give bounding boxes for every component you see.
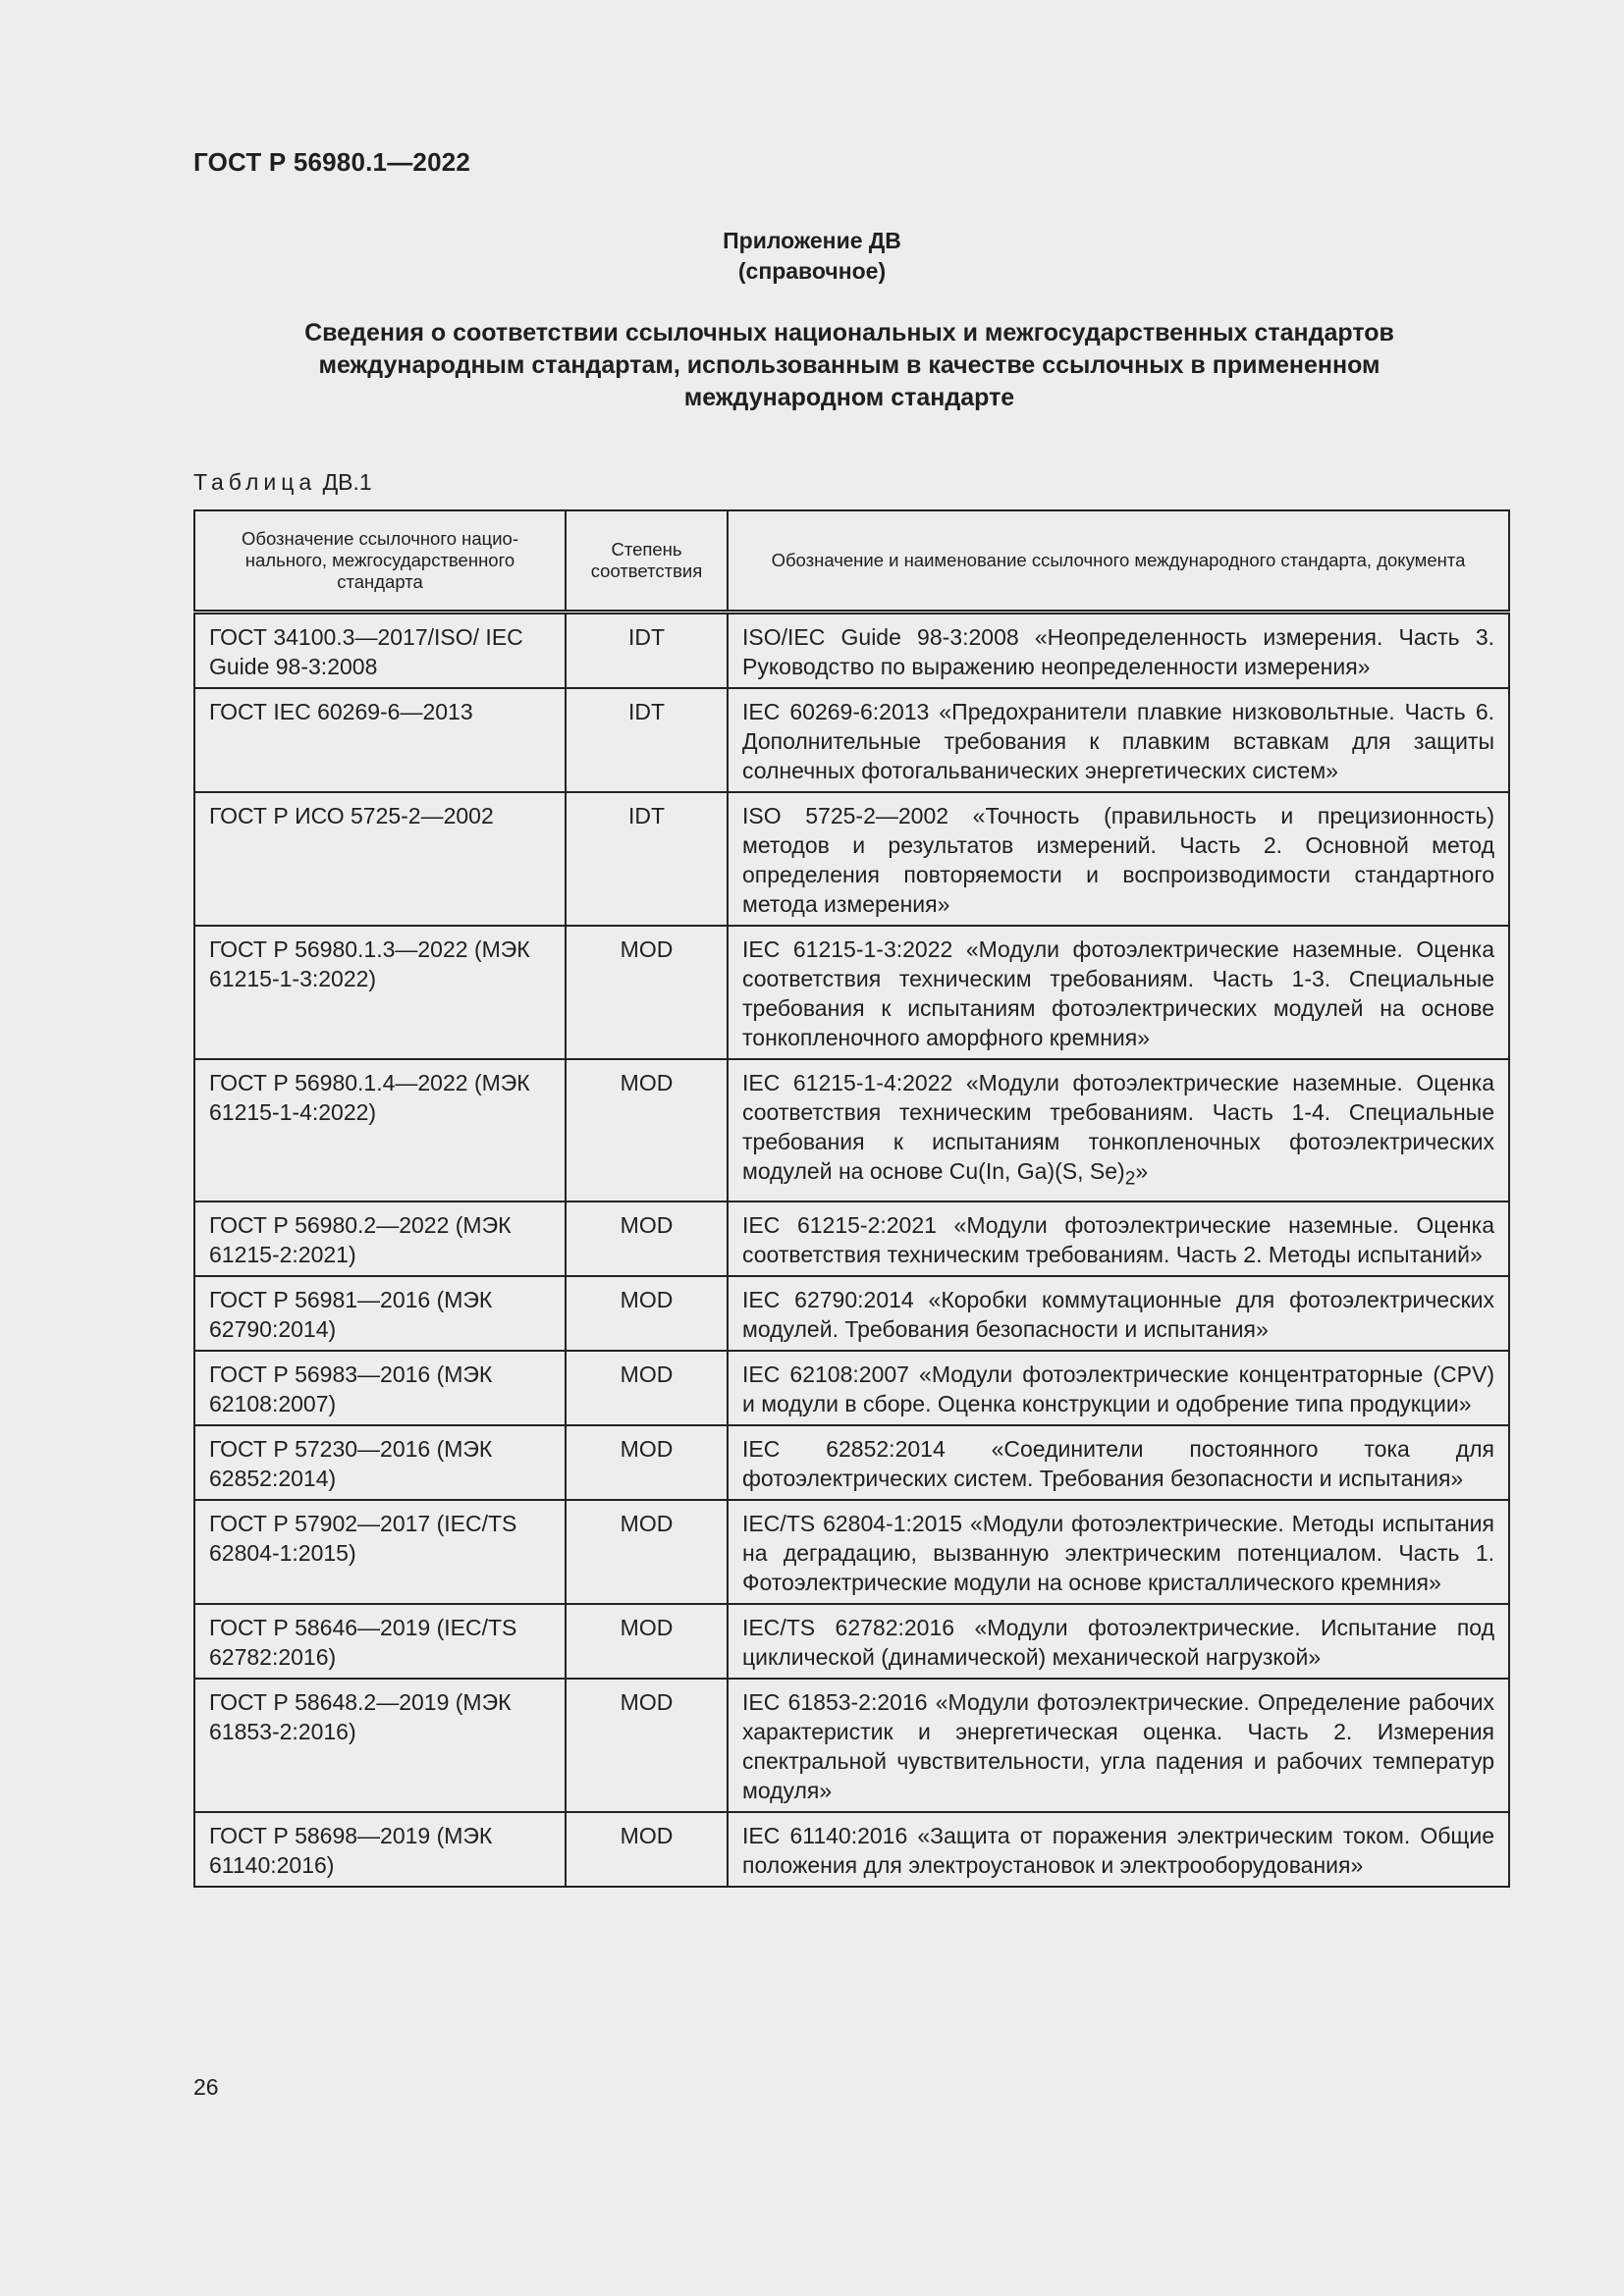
table-row [194, 1425, 1509, 1500]
cell-degree: MOD [566, 1276, 728, 1351]
appendix-label: Приложение ДВ [723, 228, 901, 253]
cell-national-standard: ГОСТ Р 56980.2—2022 (МЭК 61215-2:2021) [194, 1201, 566, 1276]
cell-international-standard [728, 926, 1509, 1059]
subscript-text: 2 [1124, 1168, 1136, 1190]
cell-national-standard: ГОСТ IEC 60269-6—2013 [194, 688, 566, 792]
table-row [194, 688, 1509, 792]
table-row [194, 926, 1509, 1059]
cell-national-standard: ГОСТ Р ИСО 5725-2—2002 [194, 792, 566, 926]
appendix-heading [0, 226, 1624, 287]
international-standard-text: IEC 61140:2016 «Защита от поражения электрическим током. Общие положения для электроустановок и электрооборудования» [742, 1822, 1494, 1878]
table-caption [193, 469, 372, 496]
international-standard-text: IEC/TS 62782:2016 «Модули фотоэлектрические. Испытание под циклической (динамической) механической нагрузкой» [742, 1614, 1494, 1670]
table-row [194, 1351, 1509, 1425]
cell-national-standard: ГОСТ Р 56980.1.3—2022 (МЭК 61215-1-3:2022) [194, 926, 566, 1059]
cell-international-standard [728, 1351, 1509, 1425]
table-caption-id: ДВ.1 [322, 469, 372, 495]
title-line: международном стандарте [683, 384, 1015, 411]
cell-national-standard: ГОСТ Р 56981—2016 (МЭК 62790:2014) [194, 1276, 566, 1351]
page-number: 26 [193, 2074, 219, 2100]
table-row [194, 1812, 1509, 1887]
cell-degree: IDT [566, 688, 728, 792]
international-standard-text: IEC 62108:2007 «Модули фотоэлектрические концентраторные (CPV) и модули в сборе. Оценка конструкции и одобрение типа продукции» [742, 1361, 1494, 1416]
cell-national-standard: ГОСТ Р 56980.1.4—2022 (МЭК 61215-1-4:2022) [194, 1059, 566, 1201]
document-code: ГОСТ Р 56980.1—2022 [193, 147, 471, 177]
international-standard-text: IEC 62790:2014 «Коробки коммутационные для фотоэлектрических модулей. Требования безопасности и испытания» [742, 1286, 1494, 1342]
cell-degree: MOD [566, 1351, 728, 1425]
table-header-row [194, 510, 1509, 613]
title-line: международным стандартам, использованным в качестве ссылочных в примененном [318, 351, 1380, 379]
cell-international-standard [728, 792, 1509, 926]
international-standard-text: IEC 61215-2:2021 «Модули фотоэлектрические наземные. Оценка соответствия техническим требованиям. Часть 2. Методы испытаний» [742, 1211, 1494, 1267]
table-row [194, 1276, 1509, 1351]
cell-international-standard [728, 1059, 1509, 1201]
cell-international-standard [728, 1425, 1509, 1500]
cell-international-standard [728, 1276, 1509, 1351]
international-standard-text: IEC 62852:2014 «Соединители постоянного тока для фотоэлектрических систем. Требования безопасности и испытания» [742, 1435, 1494, 1491]
table-caption-word: Таблица [193, 469, 317, 495]
cell-national-standard: ГОСТ Р 57230—2016 (МЭК 62852:2014) [194, 1425, 566, 1500]
section-title [196, 317, 1502, 414]
table-row [194, 1059, 1509, 1201]
cell-international-standard [728, 613, 1509, 689]
cell-international-standard [728, 688, 1509, 792]
cell-degree: MOD [566, 926, 728, 1059]
international-standard-text: ISO/IEC Guide 98-3:2008 «Неопределенность измерения. Часть 3. Руководство по выражению неопределенности измерения» [742, 624, 1494, 679]
table-row [194, 613, 1509, 689]
international-standard-text: IEC/TS 62804-1:2015 «Модули фотоэлектрические. Методы испытания на деградацию, вызванную электрическим потенциалом. Часть 1. Фотоэлектрические модули на основе кристаллического кремния» [742, 1510, 1494, 1595]
table-body [194, 613, 1509, 1887]
cell-national-standard: ГОСТ Р 58698—2019 (МЭК 61140:2016) [194, 1812, 566, 1887]
closing-quote: » [1135, 1158, 1149, 1184]
cell-degree: IDT [566, 792, 728, 926]
table-row [194, 1604, 1509, 1679]
correspondence-table [193, 509, 1510, 1888]
cell-degree: MOD [566, 1059, 728, 1201]
cell-international-standard [728, 1679, 1509, 1812]
cell-degree: MOD [566, 1812, 728, 1887]
cell-national-standard: ГОСТ Р 58646—2019 (IEC/TS 62782:2016) [194, 1604, 566, 1679]
title-line: Сведения о соответствии ссылочных национальных и межгосударственных стандартов [304, 319, 1394, 347]
table-row [194, 1679, 1509, 1812]
table-row [194, 1500, 1509, 1604]
cell-degree: MOD [566, 1679, 728, 1812]
table-row [194, 792, 1509, 926]
cell-international-standard [728, 1201, 1509, 1276]
header-degree: Степень соответствия [566, 510, 728, 613]
cell-degree: MOD [566, 1425, 728, 1500]
cell-international-standard [728, 1812, 1509, 1887]
cell-degree: MOD [566, 1500, 728, 1604]
cell-national-standard: ГОСТ Р 57902—2017 (IEC/TS 62804-1:2015) [194, 1500, 566, 1604]
cell-degree: IDT [566, 613, 728, 689]
cell-degree: MOD [566, 1604, 728, 1679]
cell-international-standard [728, 1604, 1509, 1679]
international-standard-text: IEC 61215-1-3:2022 «Модули фотоэлектрические наземные. Оценка соответствия техническим требованиям. Часть 1-3. Специальные требования к испытаниям фотоэлектрических модулей на основе тонкопленочного аморфного кремния» [742, 936, 1494, 1050]
cell-national-standard: ГОСТ Р 56983—2016 (МЭК 62108:2007) [194, 1351, 566, 1425]
international-standard-text: IEC 60269-6:2013 «Предохранители плавкие низковольтные. Часть 6. Дополнительные требования к плавким вставкам для защиты солнечных фотогальванических энергетических систем» [742, 699, 1494, 783]
header-national-standard: Обозначение ссылочного нацио-нального, межгосударственного стандарта [194, 510, 566, 613]
appendix-kind: (справочное) [737, 258, 887, 284]
cell-national-standard: ГОСТ 34100.3—2017/ISO/ IEC Guide 98-3:2008 [194, 613, 566, 689]
cell-international-standard [728, 1500, 1509, 1604]
international-standard-text: IEC 61853-2:2016 «Модули фотоэлектрические. Определение рабочих характеристик и энергетическая оценка. Часть 2. Измерения спектральной чувствительности, угла падения и рабочих температур модуля» [742, 1688, 1494, 1803]
international-standard-text: ISO 5725-2—2002 «Точность (правильность и прецизионность) методов и результатов измерений. Часть 2. Основной метод определения повторяемости и воспроизводимости стандартного метода измерения» [742, 803, 1494, 917]
cell-degree: MOD [566, 1201, 728, 1276]
cell-national-standard: ГОСТ Р 58648.2—2019 (МЭК 61853-2:2016) [194, 1679, 566, 1812]
header-international-standard: Обозначение и наименование ссылочного международного стандарта, документа [728, 510, 1509, 613]
international-standard-text: IEC 61215-1-4:2022 «Модули фотоэлектрические наземные. Оценка соответствия техническим требованиям. Часть 1-4. Специальные требования к испытаниям тонкопленочных фотоэлектрических модулей на основе Cu(In, Ga)(S, Se) [742, 1070, 1494, 1184]
table-row [194, 1201, 1509, 1276]
